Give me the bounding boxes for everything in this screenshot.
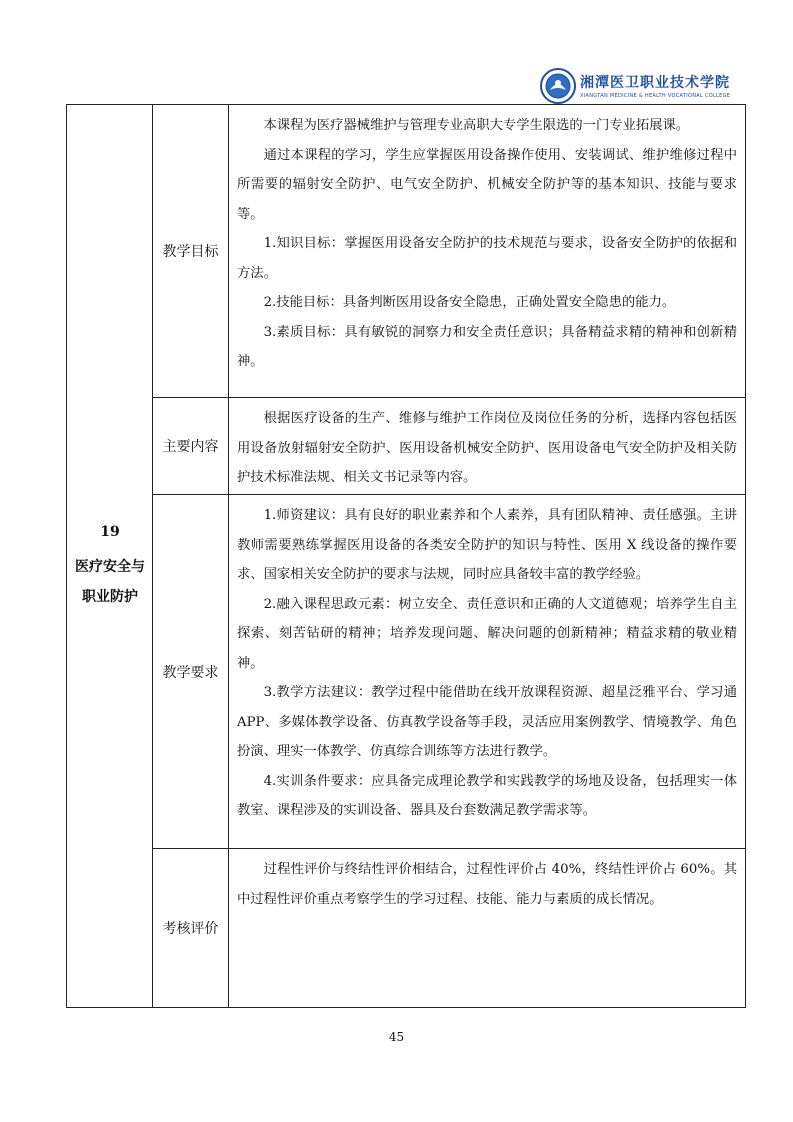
course-cell <box>67 105 153 1007</box>
course-name-line-1: 医疗安全与 <box>75 559 145 575</box>
school-name: 湘潭医卫职业技术学院 <box>580 75 730 91</box>
paragraph: 1.知识目标：掌握医用设备安全防护的技术规范与要求，设备安全防护的依据和方法。 <box>237 236 737 281</box>
row-main-content <box>153 397 745 494</box>
row-label: 教学要求 <box>153 495 229 848</box>
paragraph: 3.素质目标：具有敏锐的洞察力和安全责任意识；具备精益求精的精神和创新精神。 <box>237 324 737 369</box>
row-content <box>229 398 745 493</box>
college-seal-icon <box>540 68 576 104</box>
paragraph: 过程性评价与终结性评价相结合，过程性评价占 40%，终结性评价占 60%。其中过程性评价重点考察学生的学习过程、技能、能力与素质的成长情况。 <box>237 862 737 907</box>
course-name-line-2: 职业防护 <box>82 589 138 605</box>
row-label: 考核评价 <box>153 849 229 1007</box>
row-content <box>229 105 745 377</box>
row-assessment <box>153 848 745 1007</box>
paragraph: 2.技能目标：具备判断医用设备安全隐患，正确处置安全隐患的能力。 <box>263 295 676 310</box>
paragraph: 3.教学方法建议：教学过程中能借助在线开放课程资源、超星泛雅平台、学习通 APP、多媒体教学设备、仿真教学设备等手段，灵活应用案例教学、情境教学、角色扮演、理实一体教学、仿真综合训练等方法进行教学。 <box>237 685 737 759</box>
school-english-name: XIANGTAN MEDICINE & HEALTH VOCATIONAL COLLEGE <box>580 93 731 99</box>
paragraph: 通过本课程的学习，学生应掌握医用设备操作使用、安装调试、维护维修过程中所需要的辐射安全防护、电气安全防护、机械安全防护等的基本知识、技能与要求等。 <box>237 147 737 222</box>
paragraph: 本课程为医疗器械维护与管理专业高职大专学生限选的一门专业拓展课。 <box>263 118 690 133</box>
row-content <box>229 849 745 914</box>
row-label: 教学目标 <box>153 105 229 397</box>
course-table <box>66 104 746 1008</box>
course-name <box>67 552 153 612</box>
row-content <box>229 495 745 826</box>
row-teaching-requirements <box>153 494 745 848</box>
paragraph: 2.融入课程思政元素：树立安全、责任意识和正确的人文道德观；培养学生自主探索、刻苦钻研的精神；培养发现问题、解决问题的创新精神；精益求精的敬业精神。 <box>237 596 737 671</box>
page-number: 45 <box>388 1030 405 1044</box>
paragraph: 1.师资建议：具有良好的职业素养和个人素养，具有团队精神、责任感强。主讲教师需要熟练掌握医用设备的各类安全防护的知识与特性、医用 X 线设备的操作要求、国家相关安全防护的要求与法规，同时应具备较丰富的教学经验。 <box>237 508 737 582</box>
row-label: 主要内容 <box>153 398 229 494</box>
paragraph: 4.实训条件要求：应具备完成理论教学和实践教学的场地及设备，包括理实一体教室、课程涉及的实训设备、器具及台套数满足教学需求等。 <box>237 773 737 818</box>
row-teaching-goals <box>153 105 745 397</box>
paragraph: 根据医疗设备的生产、维修与维护工作岗位及岗位任务的分析，选择内容包括医用设备放射辐射安全防护、医用设备机械安全防护、医用设备电气安全防护及相关防护技术标准法规、相关文书记录等内容。 <box>237 411 737 485</box>
course-number: 19 <box>100 524 120 540</box>
